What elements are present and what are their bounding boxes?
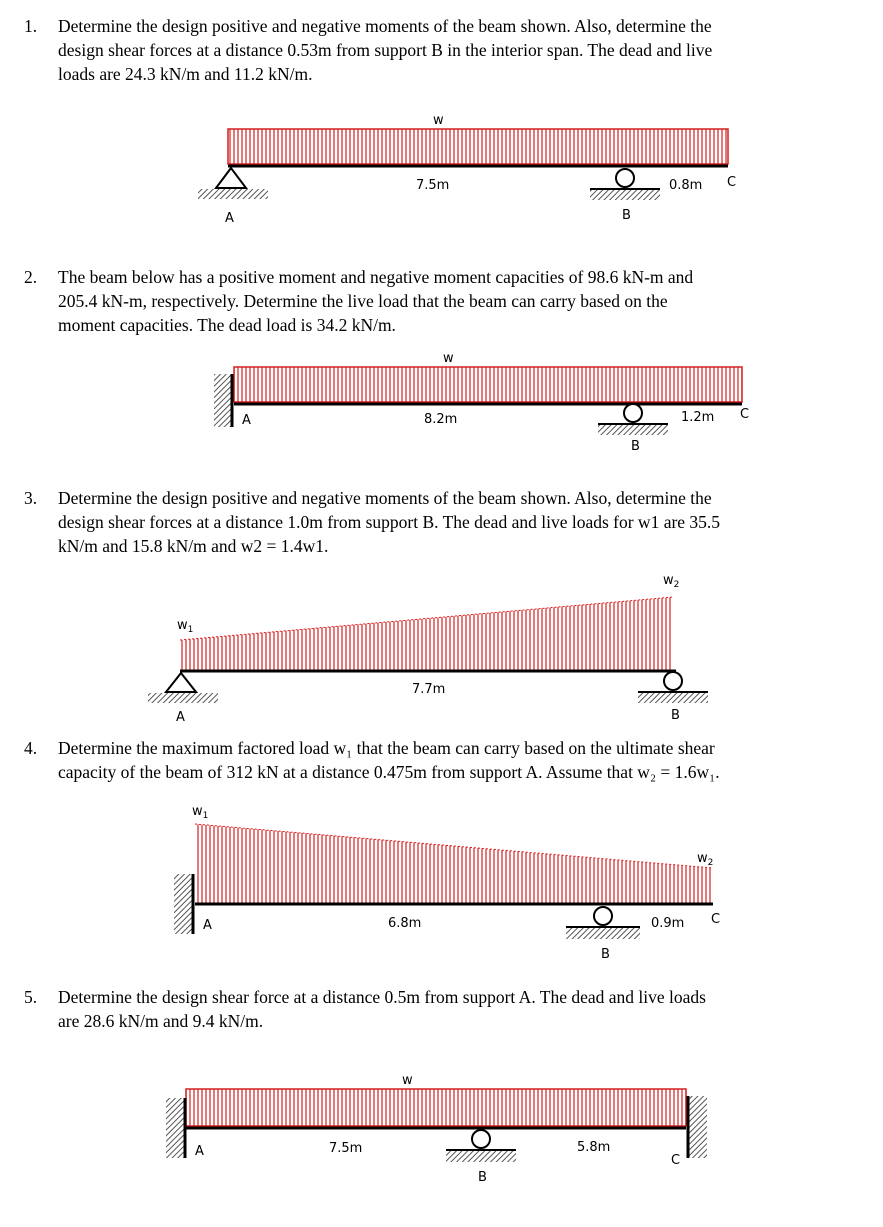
overhang-label: 1.2m: [681, 410, 715, 425]
problem-statement: Determine the design positive and negative moments of the beam shown. Also, determine the design shear forces at a distance 0.53m from support B in the interior span. The dead and live loads are 24.3 kN/m and 11.2 kN/m.: [58, 16, 713, 84]
uniform-load: [228, 129, 728, 164]
roller-support-b: [472, 1130, 490, 1148]
problem-statement: Determine the maximum factored load w₁ that the beam can carry based on the ultimate shear capacity of the beam of 312 kN at a distance 0.475m from support A. Assume that w₂ = 1.6w₁.: [58, 738, 720, 782]
ground-hatch: [590, 190, 660, 200]
load-w2-label: $w_2$: [697, 851, 714, 868]
roller-support-b: [664, 672, 682, 690]
span-label: 7.5m: [416, 178, 450, 193]
figure-4: [174, 804, 720, 962]
trapezoidal-load: [180, 597, 673, 670]
point-a-label: A: [176, 710, 185, 725]
overhang-label: 0.8m: [669, 178, 703, 193]
point-a-label: A: [242, 413, 251, 428]
fixed-support-wall-c: [689, 1096, 707, 1158]
point-a-label: A: [225, 211, 234, 226]
point-b-label: B: [671, 708, 680, 723]
point-a-label: A: [195, 1144, 204, 1159]
fixed-support-wall: [214, 374, 231, 427]
fixed-support-wall-a: [166, 1098, 184, 1158]
figure-2: [214, 351, 749, 454]
span-label-bc: 5.8m: [577, 1140, 611, 1155]
trapezoidal-load: [195, 824, 713, 903]
point-b-label: B: [622, 208, 631, 223]
ground-hatch: [198, 189, 268, 199]
uniform-load: [234, 367, 742, 402]
fixed-support-wall: [174, 874, 192, 934]
figure-3: [148, 573, 708, 725]
ground-hatch: [638, 693, 708, 703]
uniform-load: [186, 1089, 686, 1126]
roller-support-b: [594, 907, 612, 925]
load-w1-label: $w_1$: [192, 804, 209, 821]
load-label: w: [402, 1073, 413, 1088]
roller-support-b: [616, 169, 634, 187]
figure-1: [198, 113, 736, 226]
ground-hatch: [148, 693, 218, 703]
problem-number: 5.: [24, 987, 38, 1007]
span-label: 7.7m: [412, 682, 446, 697]
problem-number: 1.: [24, 16, 38, 36]
problem-number: 2.: [24, 267, 38, 287]
overhang-label: 0.9m: [651, 916, 685, 931]
ground-hatch: [598, 425, 668, 435]
point-c-label: C: [727, 175, 737, 190]
point-a-label: A: [203, 918, 212, 933]
ground-hatch: [566, 928, 640, 939]
problem-number: 4.: [24, 738, 38, 758]
span-label: 8.2m: [424, 412, 458, 427]
problem-statement: Determine the design positive and negative moments of the beam shown. Also, determine the design shear forces at a distance 1.0m from support B. The dead and live loads for w1 are 35.5 kN/m and 15.8 kN/m and w2 = 1.4w1.: [58, 488, 721, 556]
span-label-ab: 7.5m: [329, 1141, 363, 1156]
point-b-label: B: [631, 439, 640, 454]
problem-statement: Determine the design shear force at a distance 0.5m from support A. The dead and live loads are 28.6 kN/m and 9.4 kN/m.: [58, 987, 706, 1031]
figure-5: [166, 1073, 707, 1185]
problem-number: 3.: [24, 488, 38, 508]
pin-support-a: [166, 673, 196, 692]
point-c-label: C: [671, 1153, 681, 1168]
point-c-label: C: [740, 407, 750, 422]
load-w1-label: $w_1$: [177, 618, 194, 635]
roller-support-b: [624, 404, 642, 422]
point-b-label: B: [478, 1170, 487, 1185]
ground-hatch: [446, 1151, 516, 1162]
point-b-label: B: [601, 947, 610, 962]
load-label: w: [443, 351, 454, 366]
load-w2-label: $w_2$: [663, 573, 680, 590]
problem-statement: The beam below has a positive moment and negative moment capacities of 98.6 kN-m and 205.4 kN-m, respectively. Determine the live load that the beam can carry based on the moment capacities. The dead load is 34.2 kN/m.: [58, 267, 694, 335]
span-label: 6.8m: [388, 916, 422, 931]
point-c-label: C: [711, 912, 721, 927]
pin-support-a: [216, 168, 246, 188]
load-label: w: [433, 113, 444, 128]
